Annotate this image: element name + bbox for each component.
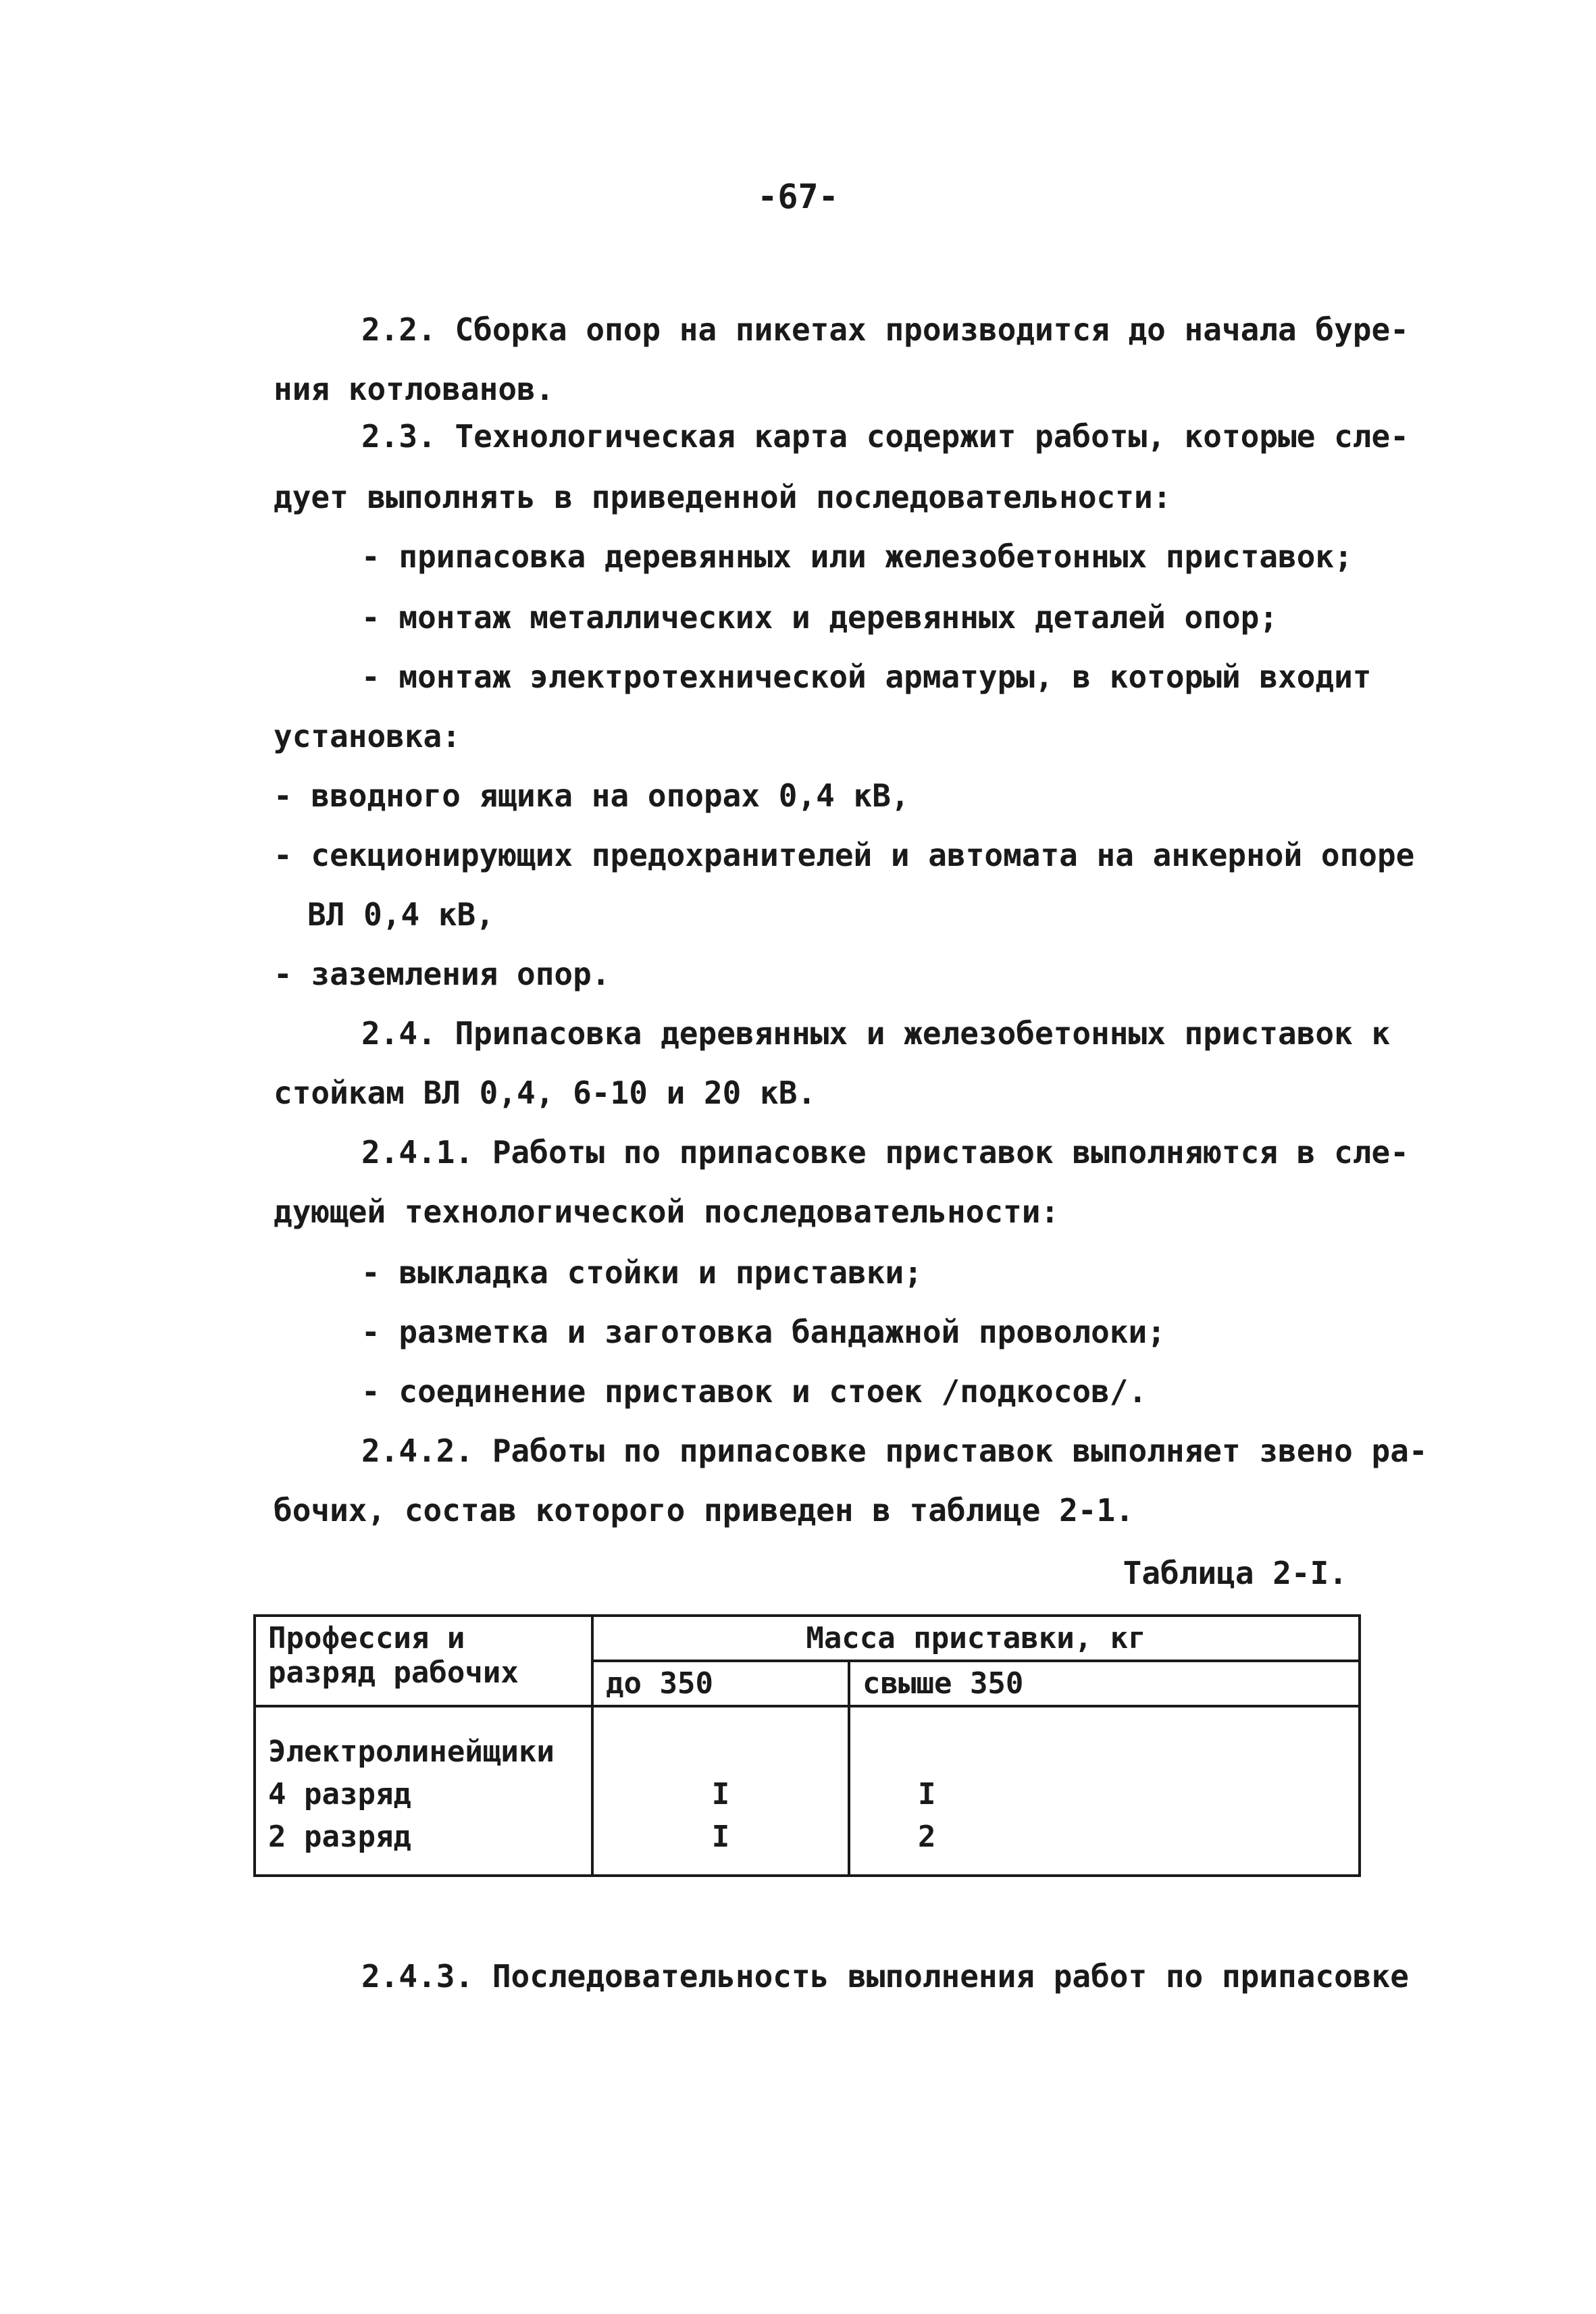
text-line: - разметка и заготовка бандажной проволоки;	[361, 1314, 1166, 1350]
text-line: бочих, состав которого приведен в таблице 2-1.	[274, 1492, 1134, 1528]
text-line: - секционирующих предохранителей и автомата на анкерной опоре	[274, 837, 1415, 873]
table-cell: I	[592, 1816, 849, 1876]
table-cell: I	[592, 1773, 849, 1816]
workers-table	[253, 1614, 1361, 1877]
text-line: 2.4.1. Работы по припасовке приставок выполняются в сле-	[361, 1134, 1409, 1171]
text-line: - припасовка деревянных или железобетонных приставок;	[361, 538, 1353, 575]
table-cell: 2	[849, 1816, 1360, 1876]
text-line: - заземления опор.	[274, 956, 611, 992]
text-line: - выкладка стойки и приставки;	[361, 1254, 923, 1291]
text-line: ВЛ 0,4 кВ,	[307, 896, 494, 933]
text-line: 2.3. Технологическая карта содержит работы, которые сле-	[361, 418, 1409, 455]
profession-header: Профессия и разряд рабочих	[255, 1616, 592, 1706]
row-label: 2 разряд	[255, 1816, 592, 1876]
empty-cell	[592, 1706, 849, 1773]
page-number: -67-	[757, 177, 839, 216]
text-line: - вводного ящика на опорах 0,4 кВ,	[274, 777, 910, 814]
table-caption: Таблица 2-I.	[1123, 1555, 1347, 1591]
text-line: 2.4.2. Работы по припасовке приставок выполняет звено ра-	[361, 1433, 1428, 1469]
text-line: 2.4.3. Последовательность выполнения работ по припасовке	[361, 1958, 1409, 1995]
mass-subheader: до 350	[592, 1661, 849, 1706]
table-cell: I	[849, 1773, 1360, 1816]
mass-group-header: Масса приставки, кг	[592, 1616, 1360, 1661]
text-line: установка:	[274, 718, 461, 754]
text-line: - монтаж электротехнической арматуры, в который входит	[361, 659, 1372, 695]
text-line: 2.4. Припасовка деревянных и железобетонных приставок к	[361, 1015, 1391, 1052]
text-line: ния котлованов.	[274, 371, 555, 407]
text-line: 2.2. Сборка опор на пикетах производится до начала буре-	[361, 311, 1409, 348]
mass-subheader: свыше 350	[849, 1661, 1360, 1706]
empty-cell	[849, 1706, 1360, 1773]
text-line: стойкам ВЛ 0,4, 6-10 и 20 кВ.	[274, 1075, 817, 1111]
text-line: - монтаж металлических и деревянных деталей опор;	[361, 599, 1279, 636]
text-line: - соединение приставок и стоек /подкосов/.	[361, 1373, 1148, 1410]
row-label: 4 разряд	[255, 1773, 592, 1816]
text-line: дует выполнять в приведенной последовательности:	[274, 479, 1172, 515]
group-label-cell: Электролинейщики	[255, 1706, 592, 1773]
text-line: дующей технологической последовательности:	[274, 1193, 1060, 1230]
